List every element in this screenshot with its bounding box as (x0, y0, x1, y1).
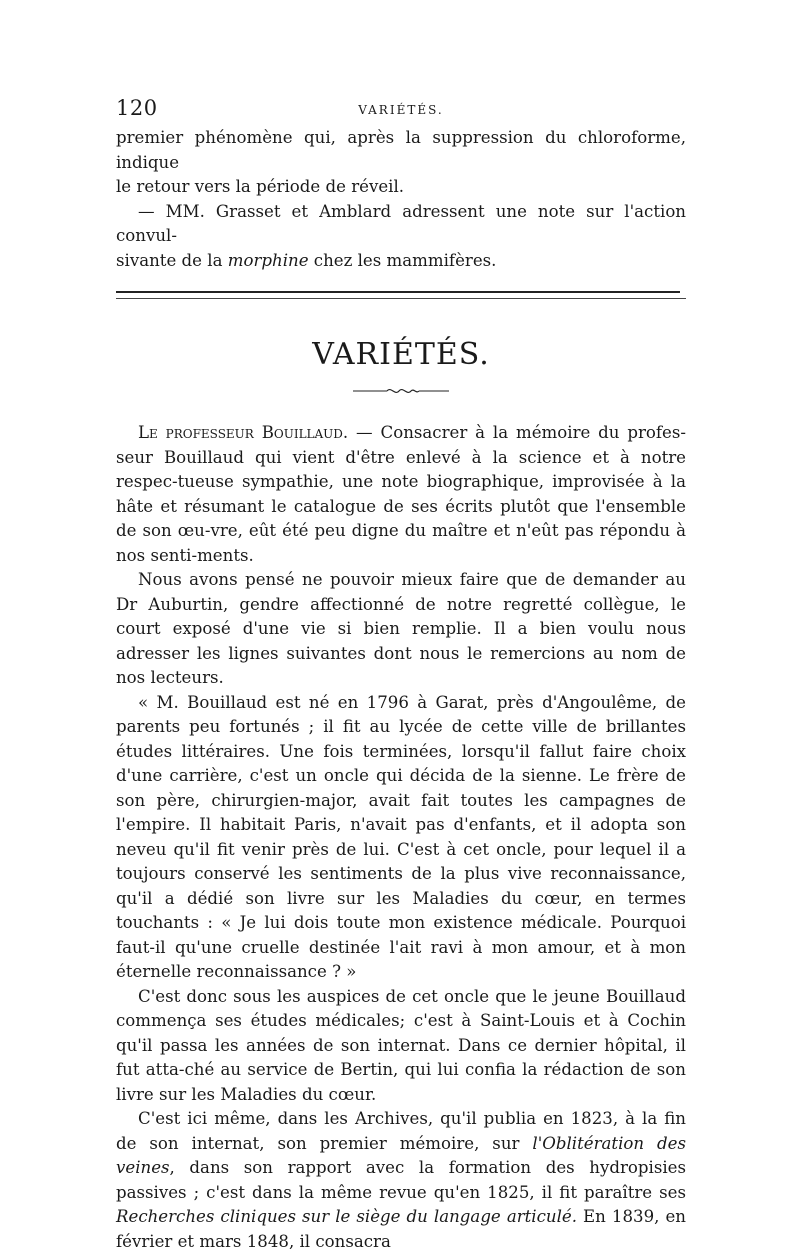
continued-line-1: premier phénomène qui, après la suppression du chloroforme, indique (116, 128, 686, 172)
running-head: VARIÉTÉS. (358, 103, 444, 117)
note-italic-term: morphine (227, 250, 309, 270)
note-line-2-end: chez les mammifères. (308, 250, 497, 270)
body-paragraph-1 (116, 421, 686, 568)
body-paragraph-5 (116, 1107, 686, 1254)
document-page (116, 96, 686, 1254)
note-paragraph (116, 200, 686, 274)
body-paragraph-5-part-c: En 1839, en février et mars 1848, il consacra (116, 1207, 686, 1251)
body-paragraph-2: Nous avons pensé ne pouvoir mieux faire que de demander au Dr Auburtin, gendre affectionné de notre regretté collègue, le court exposé d'une vie si bien remplie. Il a bien voulu nous adresser les lignes suivantes dont nous le remercions au nom de nos lecteurs. (116, 570, 686, 687)
note-line-2-start: sivante de la (116, 250, 228, 270)
section-divider (116, 291, 686, 303)
italic-title-veines: l'Oblitération des veines (116, 1133, 686, 1177)
page-header (116, 96, 686, 126)
divider-thick-rule (116, 291, 680, 293)
divider-thin-rule (116, 298, 686, 299)
continued-paragraph (116, 126, 686, 200)
ornament-flourish-icon (351, 385, 451, 397)
body-paragraph-5-part-a: C'est ici même, dans les Archives, qu'il publia en 1823, à la fin de son internat, son premier mémoire, sur (116, 1109, 686, 1153)
italic-title-recherches: Recherches cliniques sur le siège du langage articulé. (116, 1207, 577, 1226)
article-lead: Le professeur Bouillaud. (138, 423, 349, 442)
body-paragraph-4: C'est donc sous les auspices de cet oncle que le jeune Bouillaud commença ses études médicales; c'est à Saint-Louis et à Cochin qu'il passa les années de son internat. Dans ce dernier hôpital, il fut atta-ché au service de Bertin, qui lui confia la rédaction de son livre sur les Maladies du cœur. (116, 986, 686, 1104)
body-paragraph-3: « M. Bouillaud est né en 1796 à Garat, près d'Angoulême, de parents peu fortunés ; il fit au lycée de cette ville de brillantes études littéraires. Une fois terminées, lorsqu'il fallut faire choix d'une carrière, c'est un oncle qui décida de la sienne. Le frère de son père, chirurgien-major, avait fait toutes les campagnes de l'empire. Il habitait Paris, n'avait pas d'enfants, et il adopta son neveu qu'il fit venir près de lui. C'est à cet oncle, pour lequel il a toujours conservé les sentiments de la plus vive reconnaissance, qu'il a dédié son livre sur les Maladies du cœur, en termes touchants : « Je lui dois toute mon existence médicale. Pourquoi faut-il qu'une cruelle destinée l'ait ravi à mon amour, et à mon éternelle reconnaissance ? » (116, 692, 686, 981)
section-title: VARIÉTÉS. (312, 337, 490, 372)
continued-line-2: le retour vers la période de réveil. (116, 177, 405, 196)
page-number: 120 (116, 96, 158, 120)
body-paragraph-1-text: — Consacrer à la mémoire du profes-seur Bouillaud qui vient d'être enlevé à la science et à notre respec-tueuse sympathie, une note biographique, improvisée à la hâte et résumant le catalogue de ses écrits plutôt que l'ensemble de son œu-vre, eût été peu digne du maître et n'eût pas répondu à nos senti-ments. (116, 423, 686, 565)
body-paragraph-5-part-b: , dans son rapport avec la formation des hydropisies passives ; c'est dans la même revue qu'en 1825, il fit paraître ses (116, 1158, 686, 1202)
note-line-1: — MM. Grasset et Amblard adressent une note sur l'action convul- (116, 201, 686, 245)
